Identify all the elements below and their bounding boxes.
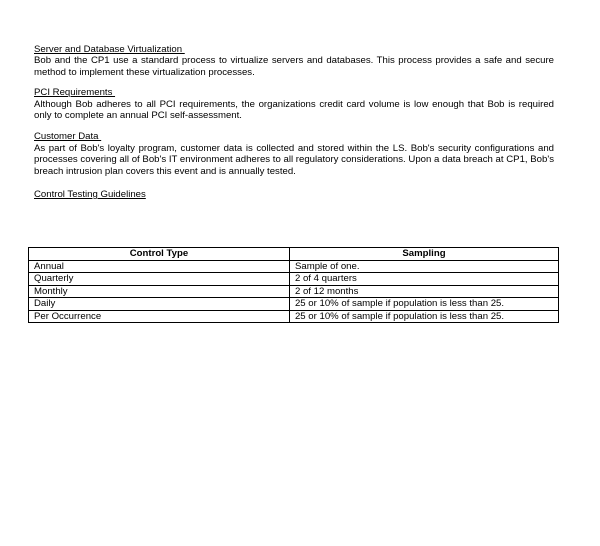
sampling-cell: 2 of 4 quarters <box>289 273 558 286</box>
control-testing-table <box>28 247 559 323</box>
document-body <box>34 44 554 200</box>
sampling-cell: 25 or 10% of sample if population is less than 25. <box>289 310 558 323</box>
section-paragraph: Bob and the CP1 use a standard process to virtualize servers and databases. This process provides a safe and secure method to implement these virtualization processes. <box>34 55 554 78</box>
control-type-cell: Per Occurrence <box>29 310 290 323</box>
control-type-cell: Monthly <box>29 285 290 298</box>
sampling-cell: Sample of one. <box>289 260 558 273</box>
section-paragraph: Although Bob adheres to all PCI requirements, the organizations credit card volume is low enough that Bob is required only to complete an annual PCI self-assessment. <box>34 98 554 122</box>
control-type-cell: Daily <box>29 298 290 311</box>
section-server-virtualization <box>34 44 554 78</box>
table-row <box>29 310 559 323</box>
section-heading: Control Testing Guidelines <box>34 189 146 201</box>
section-heading: Customer Data <box>34 131 102 143</box>
section-paragraph: As part of Bob's loyalty program, customer data is collected and stored within the LS. Bob's security configurations and processes covering all of Bob's IT environment adheres to all regulatory considerations. Upon a data breach at CP1, Bob's breach intrusion plan covers this event and is annually tested. <box>34 142 554 177</box>
table-header-row <box>29 248 559 261</box>
section-customer-data <box>34 131 554 177</box>
control-type-cell: Annual <box>29 260 290 273</box>
table-row <box>29 260 559 273</box>
control-type-cell: Quarterly <box>29 273 290 286</box>
section-heading: PCI Requirements <box>34 87 116 99</box>
sampling-cell: 25 or 10% of sample if population is less than 25. <box>289 298 558 311</box>
table-row <box>29 298 559 311</box>
section-pci-requirements <box>34 87 554 121</box>
column-header-control-type: Control Type <box>29 248 290 261</box>
table-row <box>29 273 559 286</box>
sampling-cell: 2 of 12 months <box>289 285 558 298</box>
section-heading: Server and Database Virtualization <box>34 44 185 55</box>
table-row <box>29 285 559 298</box>
section-control-testing <box>34 189 554 200</box>
column-header-sampling: Sampling <box>289 248 558 261</box>
